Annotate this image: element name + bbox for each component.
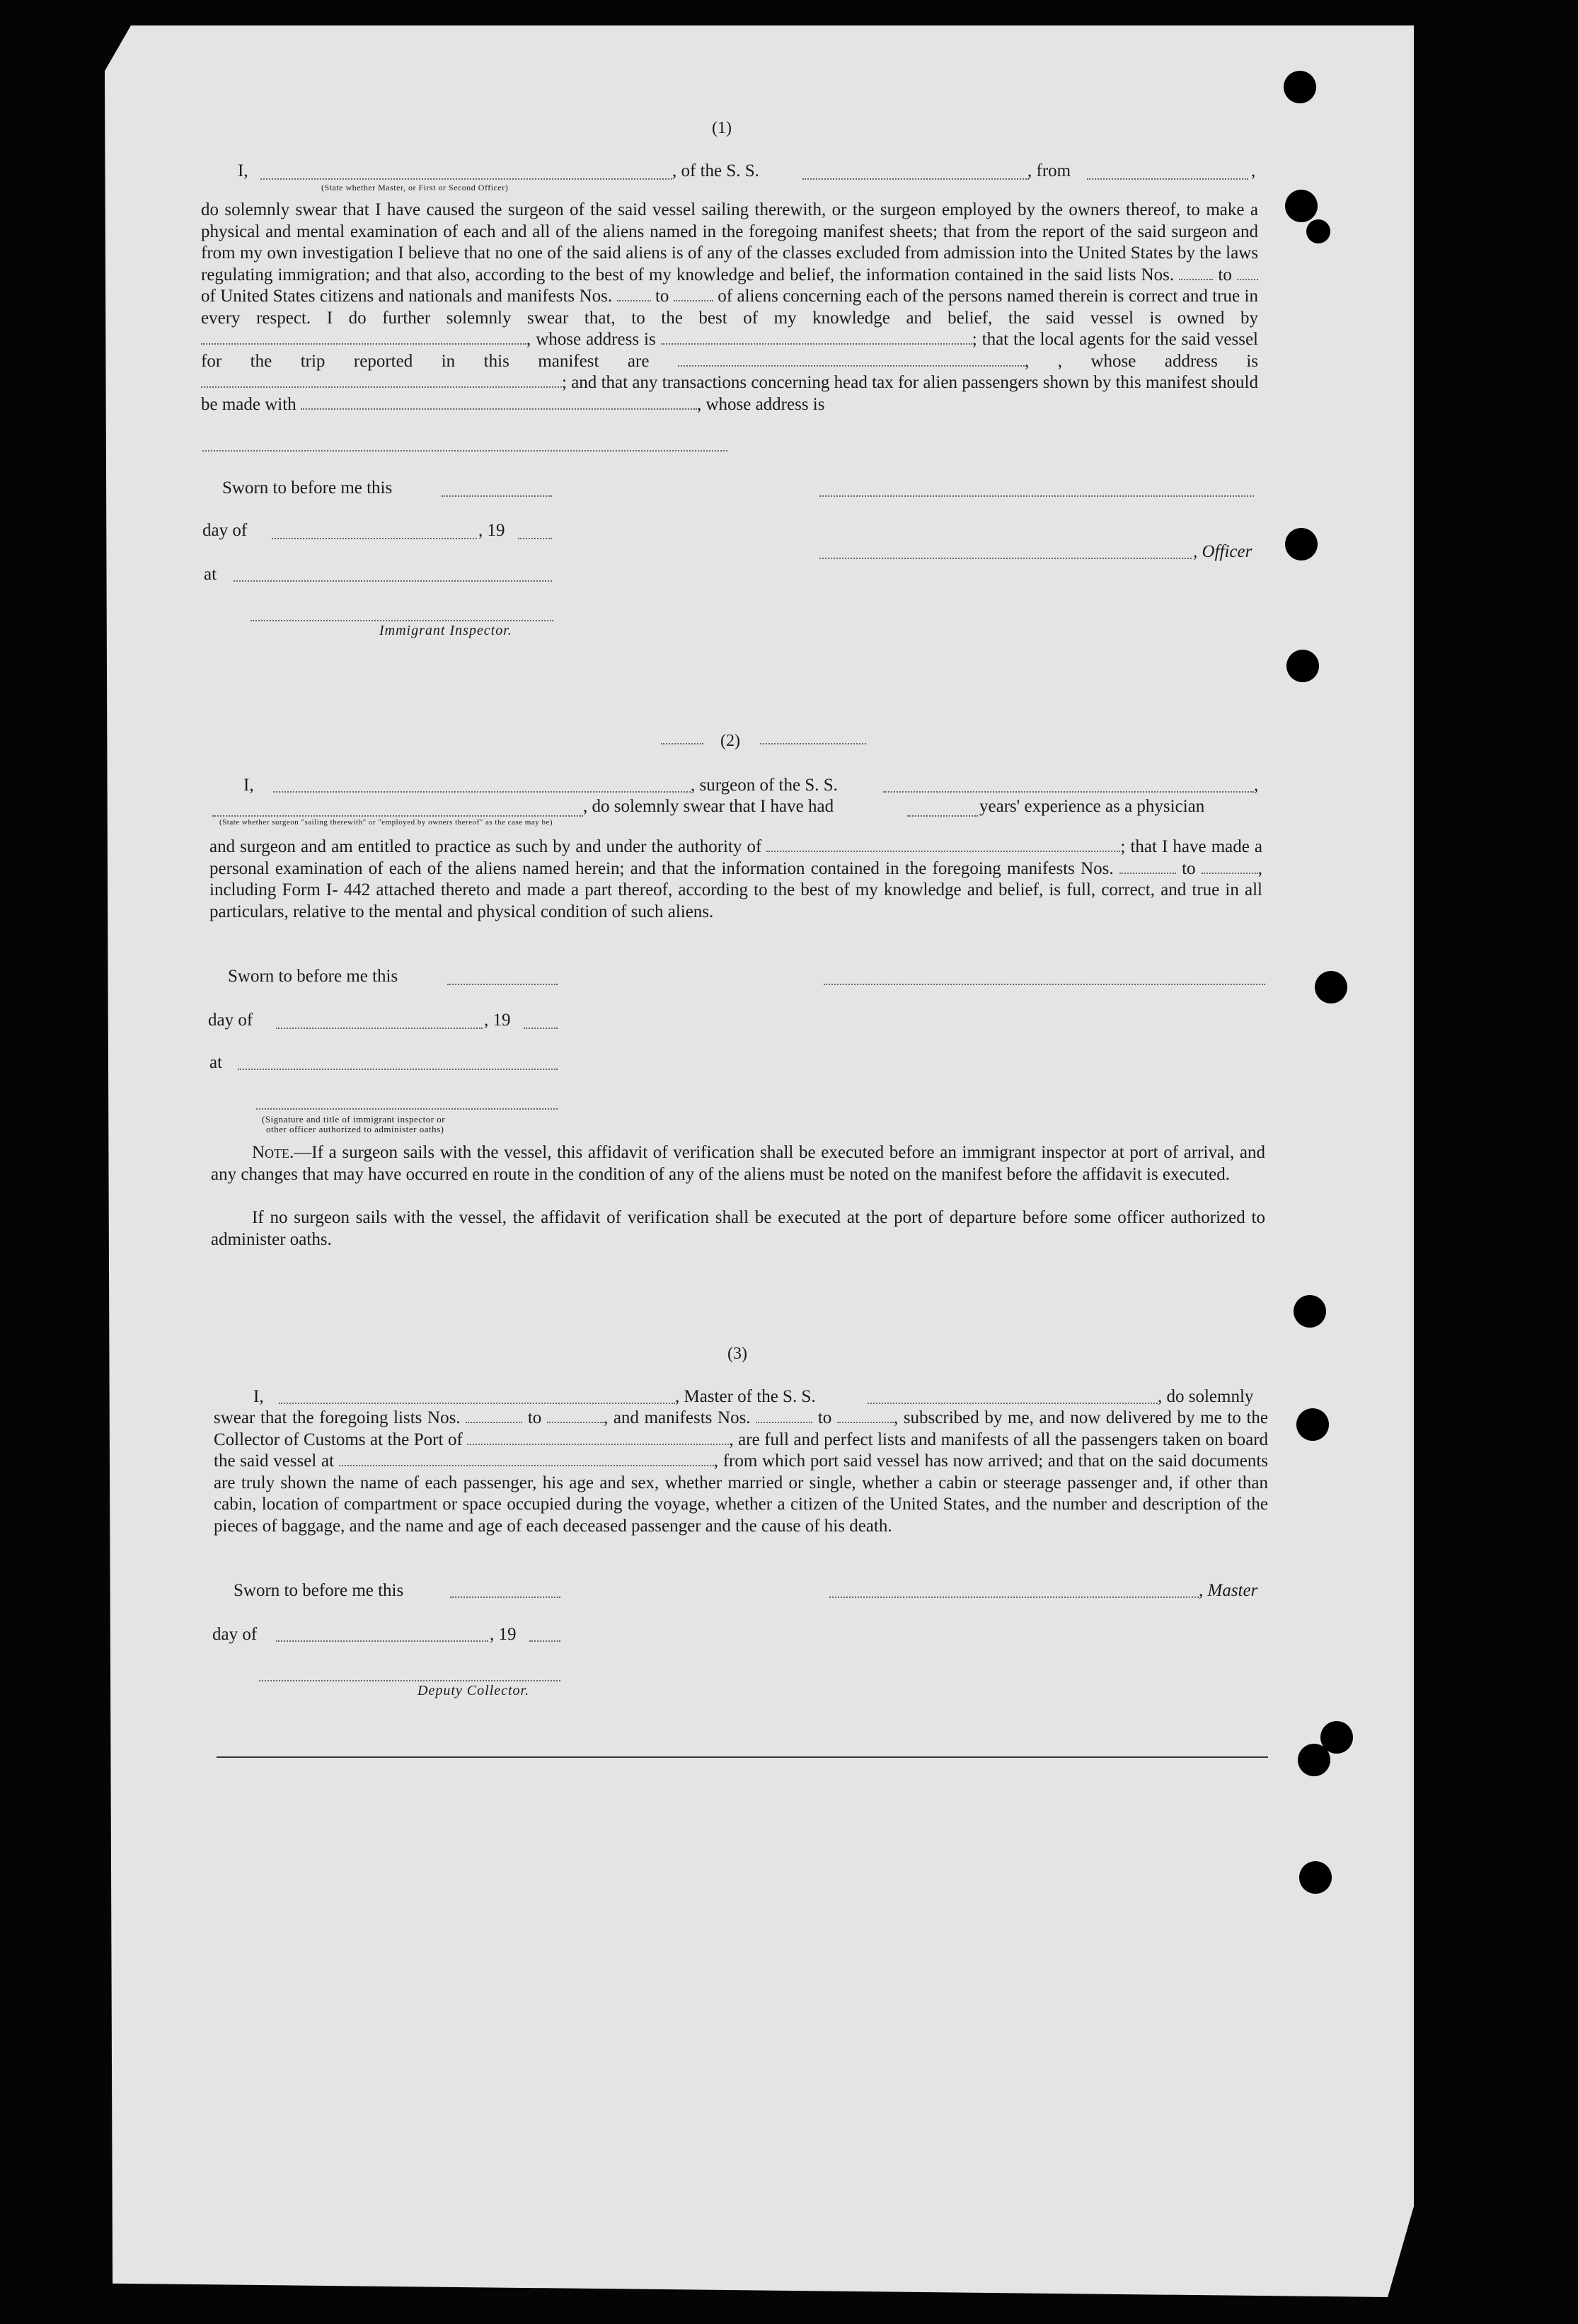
s2-note-label: Note. <box>252 1143 294 1162</box>
s1-body-e: ; and that any transactions concerning head tax for alien passengers shown by this manifest should be made with <box>201 373 1258 414</box>
s3-master-signature-field[interactable] <box>829 1597 1199 1598</box>
s2-note-text-1: —If a surgeon sails with the vessel, this affidavit of verification shall be executed before an immigrant inspector at port of arrival, and any changes that may have occurred en route in the condition of any of the aliens must be noted on the manifest before the affidavit is executed. <box>211 1143 1265 1184</box>
s1-affidavit-text: do solemnly swear that I have caused the surgeon of the said vessel sailing therewith, or the surgeon employed by the owners thereof, to make a physical and mental examination of each and all of the aliens named in the foregoing manifest sheets; that from the report of the said surgeon and from my own investigation I believe that no one of the said aliens is of any of the classes excluded from admission into the United States by the laws regulating immigration; and that also, according to the best of my knowledge and belief, the information contained in the said lists Nos. to of United States citizens and nationals and manifests Nos. to of aliens concerning each of the persons named therein is correct and true in every respect. I do further solemnly swear that, to the best of my knowledge and belief, the said vessel is owned by , whose address is ; that the local agents for the said vessel for the trip reported in this manifest are , , whose address is ; and that any transactions concerning head tax for alien passengers shown by this manifest should be made with , whose address is <box>201 200 1259 414</box>
s1-comma: , <box>1251 161 1256 180</box>
s2-manifest-to-field[interactable] <box>1202 873 1258 874</box>
s1-sworn-label: Sworn to before me this <box>222 478 393 497</box>
s2-years-field[interactable] <box>907 815 978 817</box>
s2-swear-label: , do solemnly swear that I have had <box>583 797 834 816</box>
punch-hole <box>1299 1861 1332 1894</box>
s2-years-label: years' experience as a physician <box>979 797 1205 816</box>
s3-body-d: port said vessel has now arrived; and that on the said documents are truly shown the name of each passenger, his age and sex, whether married or single, whether a cabin or steerage passenger and, if other than cabin, location of compartment or space occupied during the voyage, whether a citizen of the United States, and the number and description of the pieces of baggage, and the name and age of each deceased passenger and the cause of his death. <box>214 1451 1269 1536</box>
punch-hole <box>1294 1295 1326 1328</box>
s2-year-label: , 19 <box>484 1011 511 1030</box>
s1-inspector-signature-field[interactable] <box>250 620 553 621</box>
s3-master-label: , Master of the S. S. <box>675 1387 816 1406</box>
s2-at-label: at <box>209 1053 223 1072</box>
s1-body-to2: to <box>655 287 669 306</box>
s1-year-field[interactable] <box>518 538 552 539</box>
s2-body-to: to <box>1182 858 1196 878</box>
s1-officer-signature-field[interactable] <box>819 495 1254 497</box>
s1-owner-address-field[interactable] <box>661 343 972 345</box>
s2-surgeon-label: , surgeon of the S. S. <box>691 776 838 795</box>
s3-manifest-from-field[interactable] <box>756 1422 812 1423</box>
s1-head-tax-field[interactable] <box>301 408 697 410</box>
s3-master-title: , Master <box>1199 1581 1258 1600</box>
s2-surgeon-name-field[interactable] <box>273 791 691 793</box>
s3-swear-label: , do solemnly <box>1158 1387 1254 1406</box>
s1-agents-field[interactable] <box>678 365 1025 367</box>
s1-from-field[interactable] <box>1087 178 1248 180</box>
punch-hole <box>1306 219 1330 243</box>
s1-day-of-label: day of <box>202 521 248 540</box>
s1-month-field[interactable] <box>272 538 477 539</box>
s3-body-b: delivered by me to the Collector of Customs at the Port of <box>214 1408 1269 1449</box>
bottom-rule <box>217 1756 1268 1758</box>
section-3-number: (3) <box>727 1345 747 1363</box>
s2-surgeon-type-field[interactable] <box>212 815 583 817</box>
section-1-number: (1) <box>712 119 732 137</box>
s1-year-label: , 19 <box>478 521 505 540</box>
s3-list-from-field[interactable] <box>466 1422 522 1423</box>
s3-body-manifests: , and manifests Nos. <box>603 1408 751 1427</box>
s3-body-to1: to <box>527 1408 542 1427</box>
s1-body-c: of aliens concerning each of the persons named therein is correct and true in every respect. I do further solemnly swear that, to the best of my knowledge and belief, the said vessel is owned by <box>201 287 1258 328</box>
s2-surgeon-note: (State whether surgeon "sailing therewith" or "employed by owners thereof" as the case may be) <box>219 818 553 827</box>
s2-sworn-day-field[interactable] <box>447 984 558 985</box>
s2-body-a: and surgeon and am entitled to practice as such by and under the authority of <box>209 837 762 856</box>
s3-vessel-field[interactable] <box>868 1403 1158 1404</box>
s3-body-subscribed: , subscribed by me, and now <box>893 1408 1101 1427</box>
s3-day-of-label: day of <box>212 1625 258 1644</box>
s1-list-from-field[interactable] <box>1179 279 1213 280</box>
s1-officer-name-field[interactable] <box>260 178 672 180</box>
s3-departure-port-field[interactable] <box>339 1465 714 1466</box>
s1-body-d: ; that the local agents for the said vessel for the trip reported in this manifest are <box>201 330 1259 371</box>
s2-month-field[interactable] <box>276 1028 483 1029</box>
s2-vessel-field[interactable] <box>883 791 1254 793</box>
s3-manifest-to-field[interactable] <box>837 1422 894 1423</box>
s3-affidavit-text <box>214 1408 1268 1537</box>
s3-month-field[interactable] <box>276 1640 488 1642</box>
s3-collector-signature-field[interactable] <box>259 1680 560 1681</box>
s1-manifest-to-field[interactable] <box>674 300 713 301</box>
s1-i-label: I, <box>238 161 248 180</box>
section-2-number: (2) <box>720 732 740 750</box>
s2-signature-note-1: (Signature and title of immigrant inspector or <box>262 1114 446 1124</box>
s2-authority-field[interactable] <box>766 851 1120 852</box>
s1-sworn-day-field[interactable] <box>442 495 552 497</box>
s1-manifest-from-field[interactable] <box>617 300 651 301</box>
s1-vessel-label: , of the S. S. <box>672 161 759 180</box>
s3-body-c: manifests of all the passengers taken on board the said vessel at <box>214 1430 1269 1471</box>
s3-year-label: , 19 <box>490 1625 517 1644</box>
s1-inspector-label: Immigrant Inspector. <box>379 623 512 638</box>
s3-body-to2: to <box>817 1408 832 1427</box>
s1-vessel-field[interactable] <box>802 178 1029 180</box>
s2-body-c: , including Form I- 442 attached thereto and made a part thereof, according to the best of my knowledge and belief, is full, correct, and true in all particulars, relative to the mental and physical condition of such aliens. <box>209 858 1263 921</box>
s1-at-field[interactable] <box>234 580 552 582</box>
s2-note-paragraph-2: If no surgeon sails with the vessel, the affidavit of verification shall be executed at the port of departure before some officer authorized to administer oaths. <box>211 1208 1265 1249</box>
s2-official-signature-field[interactable] <box>256 1108 558 1110</box>
s3-sworn-label: Sworn to before me this <box>234 1581 404 1600</box>
s1-agents-address-field[interactable] <box>201 386 562 388</box>
s3-body-a: swear that the foregoing lists Nos. <box>214 1408 461 1427</box>
s2-comma: , <box>1254 776 1259 795</box>
s2-manifest-from-field[interactable] <box>1119 873 1176 874</box>
s1-owner-field[interactable] <box>201 343 526 345</box>
s2-affidavit-text <box>209 836 1262 923</box>
punch-hole <box>1284 71 1316 103</box>
s2-note-paragraph <box>211 1142 1265 1185</box>
s3-port-field[interactable] <box>467 1444 729 1445</box>
s1-at-label: at <box>204 565 217 584</box>
s2-heading-rule <box>760 743 866 744</box>
s2-surgeon-signature-field[interactable] <box>824 984 1265 985</box>
s1-body-to1: to <box>1218 265 1232 284</box>
punch-hole <box>1285 528 1318 560</box>
s1-from-label: , from <box>1027 161 1071 180</box>
s2-signature-note-2: other officer authorized to administer oaths) <box>266 1124 444 1134</box>
s2-year-field[interactable] <box>524 1028 558 1029</box>
punch-hole <box>1298 1744 1330 1776</box>
s3-sworn-day-field[interactable] <box>450 1597 560 1598</box>
s3-year-field[interactable] <box>529 1640 560 1642</box>
s2-at-field[interactable] <box>238 1069 558 1070</box>
s3-list-to-field[interactable] <box>547 1422 604 1423</box>
s1-officer-note: (State whether Master, or First or Second Officer) <box>321 183 509 192</box>
s3-body-which: , from which <box>713 1451 806 1471</box>
s1-whose-address-2: , whose address is <box>1057 351 1259 371</box>
s1-body-b: of United States citizens and nationals and manifests Nos. <box>201 287 613 306</box>
s2-i-label: I, <box>243 776 254 795</box>
punch-hole <box>1286 650 1319 682</box>
s1-list-to-field[interactable] <box>1237 279 1258 280</box>
s1-body-a: do solemnly swear that I have caused the surgeon of the said vessel sailing therewith, or the surgeon employed by the owners thereof, to make a physical and mental examination of each and all of the aliens named in the foregoing manifest sheets; that from the report of the said surgeon and from my own investigation I believe that no one of the said aliens is of any of the classes excluded from admission into the United States by the laws regulating immigration; and that also, according to the best of my knowledge and belief, the information contained in the said lists Nos. <box>201 200 1258 284</box>
s1-officer-name-line[interactable] <box>819 558 1192 559</box>
s1-officer-label: , Officer <box>1193 542 1252 561</box>
s3-master-name-field[interactable] <box>279 1403 675 1404</box>
s2-day-of-label: day of <box>208 1011 253 1030</box>
s3-i-label: I, <box>253 1387 264 1406</box>
punch-hole <box>1296 1408 1329 1441</box>
punch-hole <box>1315 971 1347 1003</box>
s1-whose-address-1: , whose address is <box>526 330 656 349</box>
s2-sworn-label: Sworn to before me this <box>228 967 398 986</box>
s3-body-full: , are full and perfect lists and <box>729 1430 937 1449</box>
punch-hole <box>1285 190 1318 222</box>
s2-heading-rule <box>661 743 703 744</box>
s1-whose-address-3: , whose address is <box>696 394 825 414</box>
s1-head-tax-address-field[interactable] <box>202 450 727 451</box>
s2-body-b: that I have made a personal examination of each of the aliens named herein; and that the information contained in the foregoing manifests Nos. <box>209 837 1263 878</box>
s3-collector-label: Deputy Collector. <box>417 1683 530 1698</box>
s2-semicolon: ; <box>1120 837 1126 856</box>
